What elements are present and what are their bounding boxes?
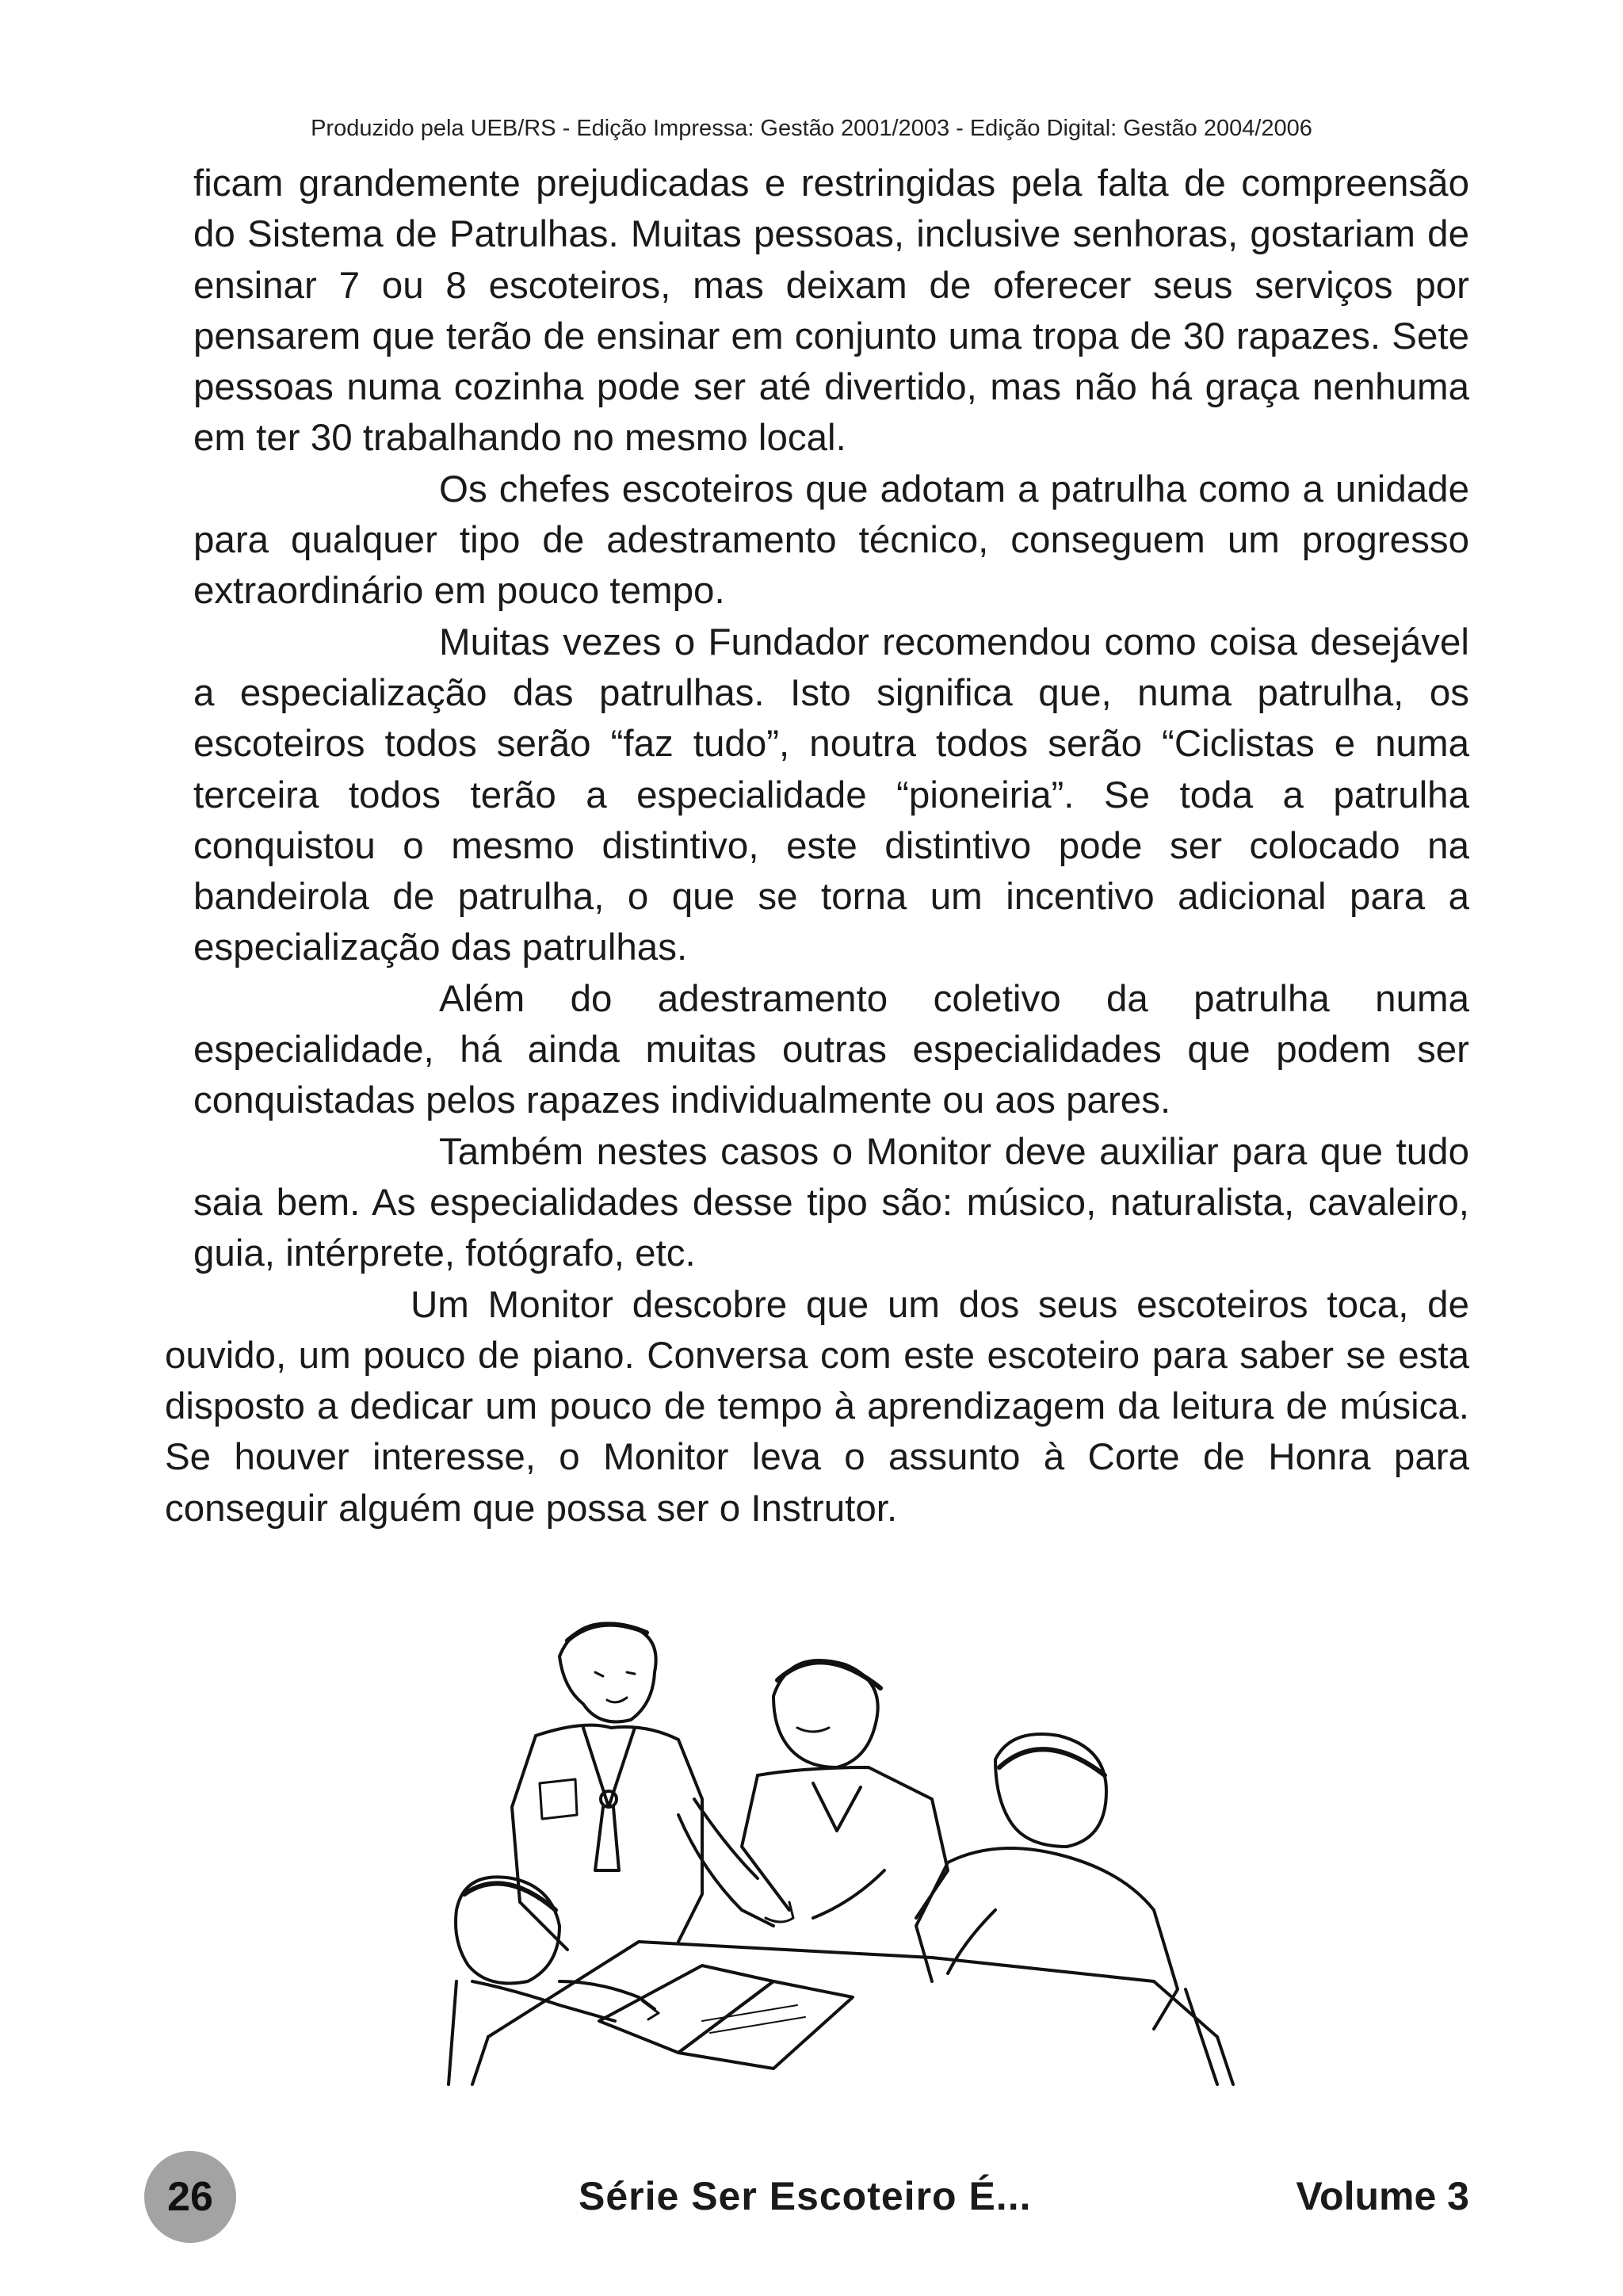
page-number-badge — [144, 2151, 236, 2243]
paragraph-6: Um Monitor descobre que um dos seus escoteiros toca, de ouvido, um pouco de piano. Conversa com este escoteiro para saber se esta disposto a dedicar um pouco de tempo à aprendizagem da leitura de música. Se houver interesse, o Monitor leva o assunto à Corte de Honra para conseguir alguém que possa ser o Instrutor. — [165, 1283, 1469, 1530]
paragraph-1: ficam grandemente prejudicadas e restringidas pela falta de compreensão do Sistema de Patrulhas. Muitas pessoas, inclusive senhoras, gostariam de ensinar 7 ou 8 escoteiros, mas deixam de oferecer seus serviços por pensarem que terão de ensinar em conjunto uma tropa de 30 rapazes. Sete pessoas numa cozinha pode ser até divertido, mas não há graça nenhuma em ter 30 trabalhando no mesmo local. — [193, 162, 1469, 460]
paragraph-3: Muitas vezes o Fundador recomendou como coisa desejável a especialização das patrulhas. Isto significa que, numa patrulha, os escoteiros todos serão “faz tudo”, noutra todos serão “Ciclistas e numa terceira todos terão a especialidade “pioneiria”. Se toda a patrulha conquistou o mesmo distintivo, este distintivo pode ser colocado na bandeirola de patrulha, o que se torna um incentivo adicional para a especialização das patrulhas. — [193, 621, 1469, 969]
scouts-around-table-illustration — [441, 1609, 1268, 2094]
series-title: Série Ser Escoteiro É... — [579, 2174, 1032, 2218]
header-credits: Produzido pela UEB/RS - Edição Impressa: Gestão 2001/2003 - Edição Digital: Gestão 2004/2006 — [311, 116, 1312, 141]
page-number: 26 — [167, 2174, 213, 2220]
paragraph-4: Além do adestramento coletivo da patrulha numa especialidade, há ainda muitas outras especialidades que podem ser conquistadas pelos rapazes individualmente ou aos pares. — [193, 977, 1469, 1122]
volume-label: Volume 3 — [1296, 2174, 1469, 2218]
paragraph-5: Também nestes casos o Monitor deve auxiliar para que tudo saia bem. As especialidades desse tipo são: músico, naturalista, cavaleiro, guia, intérprete, fotógrafo, etc. — [193, 1130, 1469, 1275]
main-text — [165, 159, 1469, 1534]
paragraph-2: Os chefes escoteiros que adotam a patrulha como a unidade para qualquer tipo de adestramento técnico, conseguem um progresso extraordinário em pouco tempo. — [193, 468, 1469, 613]
